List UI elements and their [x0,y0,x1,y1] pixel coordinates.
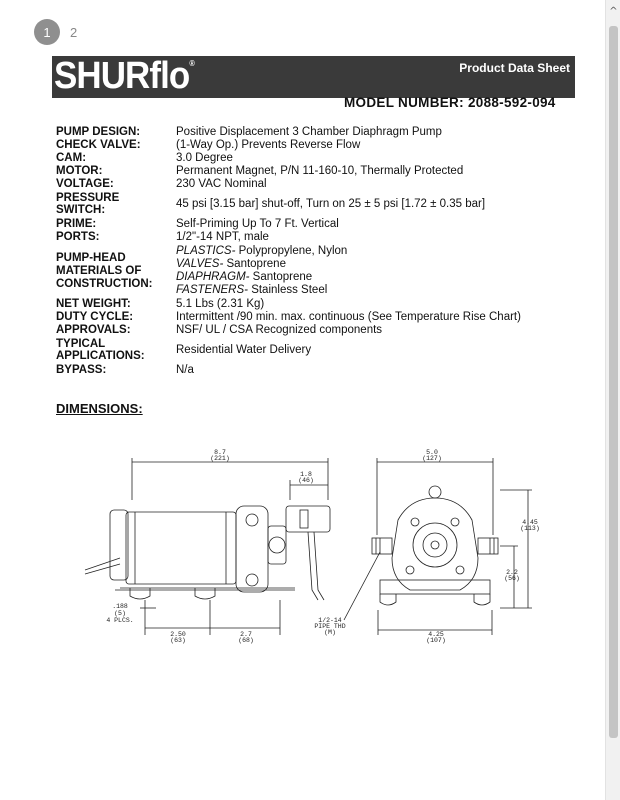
spec-value: Residential Water Delivery [176,344,312,356]
dim-height: 4.45 [522,519,538,526]
spec-label: PRIME: [56,218,97,230]
spec-value: Self-Priming Up To 7 Ft. Vertical [176,218,339,230]
dim-mount-count: 4 PLCS. [106,617,134,624]
spec-pressure-switch [56,192,485,216]
sheet-title: Product Data Sheet [459,61,570,75]
scroll-thumb[interactable] [609,26,618,738]
spec-pump-design [56,126,442,139]
pump-front-view [372,486,498,605]
spec-value: (1-Way Op.) Prevents Reverse Flow [176,139,361,151]
dim-base-b-mm: (68) [238,637,254,644]
spec-label: APPROVALS: [56,324,131,336]
logo-text: SHURflo [54,55,190,97]
port-thread-note: (M) [324,629,336,636]
spec-value: Intermittent /90 min. max. continuous (See Temperature Rise Chart) [176,311,521,323]
spec-voltage [56,178,267,191]
dim-overall-length: 8.7 [214,449,226,456]
spec-label: VOLTAGE: [56,178,114,190]
material-value: Stainless Steel [248,284,328,296]
spec-label [56,338,176,362]
spec-value: 230 VAC Nominal [176,178,267,190]
spec-value: N/a [176,364,194,376]
spec-value: 1/2"-14 NPT, male [176,231,269,243]
dim-base-a: 2.50 [170,631,186,638]
spec-label: NET WEIGHT: [56,298,131,310]
spec-cam [56,152,233,165]
spec-label: PUMP DESIGN: [56,126,141,138]
spec-ports [56,231,269,244]
materials-diaphragm [176,271,347,284]
spec-value: 3.0 Degree [176,152,233,164]
dim-width: 5.0 [426,449,438,456]
page-navigator [34,19,77,45]
dim-switch-length-mm: (46) [298,477,314,484]
dim-base-b: 2.7 [240,631,252,638]
dim-mount-hole: .188 [112,603,128,610]
spec-check-valve [56,139,360,152]
page-2-tab[interactable]: 2 [70,24,78,40]
materials-fasteners [176,284,347,297]
dim-mount-hole-mm: (5) [114,610,126,617]
brand-logo [54,54,194,98]
spec-label: DUTY CYCLE: [56,311,134,323]
registered-mark: ® [189,59,194,68]
dim-switch-length: 1.8 [300,471,312,478]
dim-height-mm: (113) [520,525,540,532]
vertical-scrollbar[interactable] [605,0,620,800]
spec-label-line: TYPICAL [56,338,106,350]
materials-plastics [176,245,347,258]
spec-label-line: SWITCH: [56,204,106,216]
spec-label: MOTOR: [56,165,103,177]
spec-label-line: MATERIALS OF [56,265,142,277]
spec-value: Positive Displacement 3 Chamber Diaphragm Pump [176,126,442,138]
material-part: DIAPHRAGM- [176,271,250,283]
spec-label-line: CONSTRUCTION: [56,278,153,290]
spec-applications [56,338,311,362]
material-value: Santoprene [223,258,286,270]
dim-port-height-mm: (56) [504,575,520,582]
spec-label-line: APPLICATIONS: [56,350,145,362]
spec-label: CAM: [56,152,87,164]
material-value: Polypropylene, Nylon [235,245,348,257]
spec-label-line: PUMP-HEAD [56,252,126,264]
material-part: PLASTICS- [176,245,236,257]
spec-duty-cycle [56,311,521,324]
port-thread-note: 1/2-14 [318,617,342,624]
spec-value: 45 psi [3.15 bar] shut-off, Turn on 25 ± 5 psi [1.72 ± 0.35 bar] [176,198,486,210]
dimensions-heading: DIMENSIONS: [56,401,143,416]
spec-motor [56,165,463,178]
dimension-drawing [80,440,540,655]
spec-label [56,245,176,297]
dim-width-mm: (127) [422,455,442,462]
materials-valves [176,258,347,271]
dim-base-width-mm: (107) [426,637,446,644]
pump-side-view [85,506,330,600]
scroll-up-arrow-icon[interactable]: ^ [609,6,618,17]
page-1-tab[interactable]: 1 [34,19,60,45]
spec-label-line: PRESSURE [56,192,120,204]
spec-net-weight [56,298,264,311]
dim-overall-length-mm: (221) [210,455,230,462]
spec-value: 5.1 Lbs (2.31 Kg) [176,298,265,310]
dim-port-height: 2.2 [506,569,518,576]
spec-materials [56,245,347,297]
port-thread-note: PIPE THD [314,623,346,630]
spec-label [56,192,176,216]
spec-bypass [56,364,194,377]
spec-label: BYPASS: [56,364,107,376]
spec-label: PORTS: [56,231,100,243]
spec-value: NSF/ UL / CSA Recognized components [176,324,383,336]
spec-prime [56,218,339,231]
dim-base-width: 4.25 [428,631,444,638]
spec-value [176,245,347,297]
material-value: Santoprene [249,271,313,283]
dim-base-a-mm: (63) [170,637,186,644]
spec-value: Permanent Magnet, P/N 11-160-10, Thermally Protected [176,165,464,177]
model-number: MODEL NUMBER: 2088-592-094 [344,95,556,110]
spec-approvals [56,324,382,337]
material-part: VALVES- [176,258,224,270]
spec-label: CHECK VALVE: [56,139,141,151]
material-part: FASTENERS- [176,284,248,296]
